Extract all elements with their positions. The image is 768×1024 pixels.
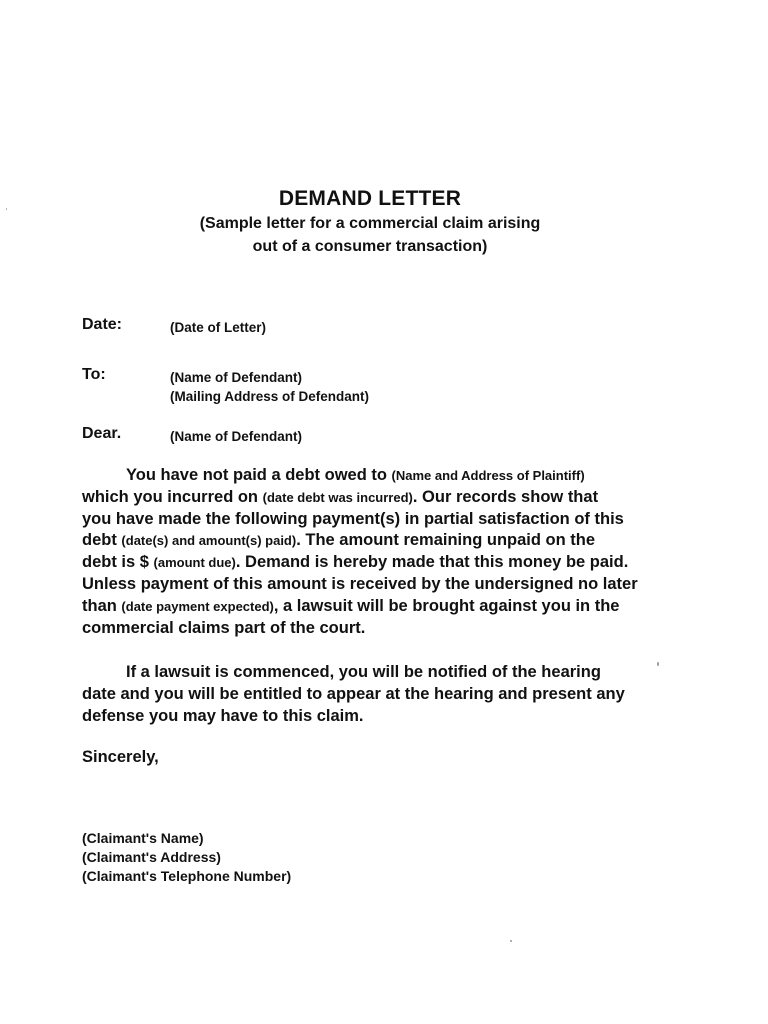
p1-line-4-text-b: . The amount remaining unpaid on the <box>296 531 596 550</box>
payments-placeholder: (date(s) and amount(s) paid) <box>121 533 297 549</box>
scan-speck <box>6 208 7 210</box>
scan-speck <box>510 940 512 942</box>
p1-line-7-text-a: than <box>82 596 122 615</box>
p1-line-2 <box>82 487 682 509</box>
p1-line-5-text-b: . Demand is hereby made that this money be paid. <box>235 553 629 572</box>
claimant-address: (Claimant's Address) <box>82 849 221 865</box>
amount-due-placeholder: (amount due) <box>153 555 236 571</box>
p1-line-2-text-b: . Our records show that <box>412 487 599 506</box>
p2-line-3: defense you may have to this claim. <box>82 706 364 725</box>
p1-line-4-text-a: debt <box>82 531 122 550</box>
dear-value: (Name of Defendant) <box>170 429 303 444</box>
to-defendant-address: (Mailing Address of Defendant) <box>170 389 370 404</box>
p2-line-1-text: If a lawsuit is commenced, you will be notified of the hearing <box>126 663 601 681</box>
date-value: (Date of Letter) <box>170 320 267 335</box>
p2-line-1 <box>82 662 682 684</box>
plaintiff-placeholder: (Name and Address of Plaintiff) <box>391 468 585 483</box>
to-label: To: <box>82 366 106 383</box>
date-label: Date: <box>82 316 123 333</box>
signature-block <box>82 829 291 886</box>
p1-line-7-text-b: , a lawsuit will be brought against you in the <box>273 596 620 615</box>
p1-line-3: you have made the following payment(s) in partial satisfaction of this <box>82 509 624 528</box>
payment-date-placeholder: (date payment expected) <box>121 598 274 614</box>
p1-line-1 <box>82 465 682 487</box>
to-defendant-name: (Name of Defendant) <box>170 370 303 385</box>
claimant-name: (Claimant's Name) <box>82 830 204 846</box>
debt-date-placeholder: (date debt was incurred) <box>262 489 413 505</box>
body-paragraph-2 <box>82 662 682 727</box>
dear-label: Dear. <box>82 425 122 442</box>
p2-line-2: date and you will be entitled to appear at the hearing and present any <box>82 684 625 703</box>
subtitle-line-1: (Sample letter for a commercial claim arising <box>199 215 541 232</box>
subtitle-line-2: out of a consumer transaction) <box>252 238 488 255</box>
p1-line-5 <box>82 552 682 574</box>
to-values <box>170 368 369 406</box>
title-block <box>150 186 590 258</box>
closing: Sincerely, <box>82 748 159 766</box>
scan-speck <box>657 662 659 666</box>
p1-line-2-text-a: which you incurred on <box>82 487 263 506</box>
body-paragraph-1 <box>82 465 682 639</box>
claimant-phone: (Claimant's Telephone Number) <box>82 868 292 884</box>
p1-line-6: Unless payment of this amount is received by the undersigned no later <box>82 574 638 593</box>
p1-line-1-text: You have not paid a debt owed to <box>126 466 392 484</box>
p1-line-7 <box>82 596 682 618</box>
p1-line-5-text-a: debt is $ <box>82 553 154 572</box>
p1-line-8: commercial claims part of the court. <box>82 618 366 637</box>
document-title: DEMAND LETTER <box>278 187 462 210</box>
p1-line-4 <box>82 530 682 552</box>
